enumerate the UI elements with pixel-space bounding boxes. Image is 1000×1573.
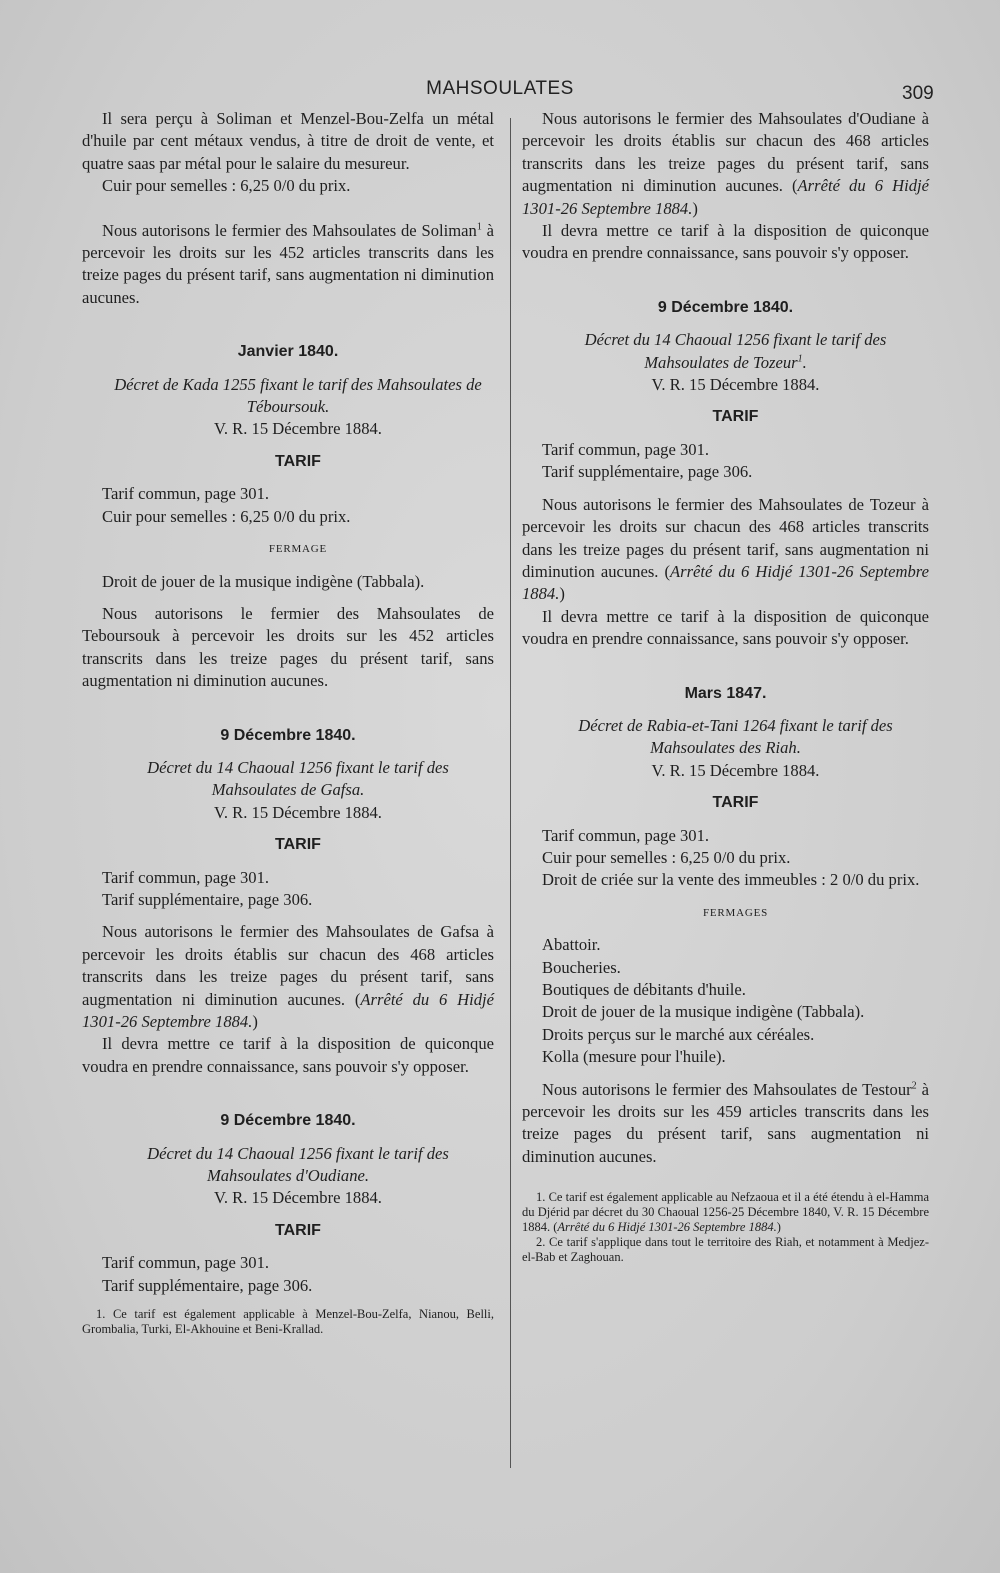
paragraph: Droit de criée sur la vente des immeubles : 2 0/0 du prix. bbox=[542, 870, 920, 890]
tarif-line: Tarif supplémentaire, page 306. bbox=[102, 889, 313, 909]
list-item: Droits perçus sur le marché aux céréales. bbox=[542, 1024, 815, 1044]
decree-reference: V. R. 15 Décembre 1884. bbox=[651, 375, 820, 395]
page-number: 309 bbox=[902, 83, 934, 104]
decree-reference: V. R. 15 Décembre 1884. bbox=[214, 802, 382, 822]
paragraph: Nous autorisons le fermier des Mahsoulates de Soliman$^1$ à percevoir les droits sur les 452 articles transcrits dans les treize pages du présent tarif, sans augmentation ni diminution aucunes. bbox=[82, 220, 495, 307]
tarif-line: Droit de jouer de la musique indigène (Tabbala). bbox=[102, 571, 425, 591]
footnote-ref: 2 bbox=[911, 1080, 917, 1092]
footnote: 2. Ce tarif s'applique dans tout le territoire des Riah, et notamment à Medjez-el-Bab et Zaghouan. bbox=[522, 1235, 929, 1265]
paragraph: Il devra mettre ce tarif à la disposition de quiconque voudra en prendre connaissance, sans pouvoir s'y opposer. bbox=[522, 606, 929, 649]
tarif-heading: TARIF bbox=[275, 836, 321, 854]
tarif-heading: TARIF bbox=[712, 794, 759, 812]
running-title: MAHSOULATES bbox=[426, 78, 574, 99]
decree-title: Décret du 14 Chaoual 1256 fixant le tarif des Mahsoulates de Gafsa. bbox=[147, 757, 449, 800]
tarif-heading: TARIF bbox=[275, 452, 321, 470]
decree-title: Décret du 14 Chaoual 1256 fixant le tarif des Mahsoulates d'Oudiane. bbox=[147, 1143, 449, 1186]
paragraph: Nous autorisons le fermier des Mahsoulates de Tozeur à percevoir les droits sur chacun des 468 articles transcrits dans les treize pages du présent tarif, sans augmentation ni diminution aucunes. (Arrêté du 6 Hidjé 1301-26 Septembre 1884.) bbox=[522, 494, 929, 604]
tarif-line: Tarif commun, page 301. bbox=[102, 1253, 270, 1273]
fermage-heading: FERMAGE bbox=[268, 543, 328, 556]
left-column bbox=[82, 108, 494, 1337]
decree-title: Décret de Kada 1255 fixant le tarif des Mahsoulates de Téboursouk. bbox=[114, 374, 482, 417]
tarif-line: Cuir pour semelles : 6,25 0/0 du prix. bbox=[102, 506, 351, 526]
tarif-line: Tarif commun, page 301. bbox=[542, 825, 710, 845]
footnotes bbox=[82, 1307, 494, 1337]
list-item: Kolla (mesure pour l'huile). bbox=[542, 1047, 726, 1067]
footnote-ref: 1 bbox=[476, 221, 482, 233]
paragraph: Nous autorisons le fermier des Mahsoulates de Gafsa à percevoir les droits établis sur chacun des 468 articles transcrits dans les treize pages du présent tarif, sans augmentation ni diminution aucunes. (Arrêté du 6 Hidjé 1301-26 Septembre 1884.) bbox=[82, 922, 494, 1031]
decree-title: Décret du 14 Chaoual 1256 fixant le tarif des Mahsoulates de Tozeur$^1$. bbox=[584, 330, 887, 372]
decree-reference: V. R. 15 Décembre 1884. bbox=[214, 419, 382, 439]
list-item: Boucheries. bbox=[542, 957, 621, 977]
paragraph: Cuir pour semelles : 6,25 0/0 du prix. bbox=[102, 176, 351, 196]
tarif-line: Tarif commun, page 301. bbox=[102, 484, 270, 504]
decree-reference: V. R. 15 Décembre 1884. bbox=[214, 1188, 382, 1208]
fermages-heading: FERMAGES bbox=[702, 906, 769, 919]
footnotes bbox=[522, 1190, 929, 1265]
paragraph: Nous autorisons le fermier des Mahsoulates d'Oudiane à percevoir les droits établis sur chacun des 468 articles transcrits dans les treize pages du présent tarif, sans augmentation ni diminution aucunes. (Arrêté du 6 Hidjé 1301-26 Septembre 1884.) bbox=[522, 109, 929, 218]
decree-reference: V. R. 15 Décembre 1884. bbox=[651, 760, 820, 780]
tarif-line: Tarif supplémentaire, page 306. bbox=[542, 462, 753, 482]
tarif-heading: TARIF bbox=[275, 1221, 321, 1239]
footnote: 1. Ce tarif est également applicable au Nefzaoua et il a été étendu à el-Hamma du Djérid par décret du 30 Chaoual 1256-25 Décembre 1840, V. R. 15 Décembre 1884. (Arrêté du 6 Hidjé 1301-26 Septembre 1884.) bbox=[522, 1190, 929, 1235]
tarif-line: Tarif commun, page 301. bbox=[102, 867, 270, 887]
right-column bbox=[522, 108, 929, 1265]
list-item: Boutiques de débitants d'huile. bbox=[542, 980, 746, 999]
section-date: 9 Décembre 1840. bbox=[220, 726, 356, 744]
tarif-line: Tarif supplémentaire, page 306. bbox=[102, 1275, 313, 1295]
section-date: 9 Décembre 1840. bbox=[220, 1112, 356, 1130]
section-date: Mars 1847. bbox=[684, 684, 767, 702]
decree-title: Décret de Rabia-et-Tani 1264 fixant le tarif des Mahsoulates des Riah. bbox=[578, 715, 893, 758]
list-item: Droit de jouer de la musique indigène (Tabbala). bbox=[542, 1002, 865, 1022]
footnote-ref: 1 bbox=[797, 353, 803, 365]
paragraph: Il devra mettre ce tarif à la disposition de quiconque voudra en prendre connaissance, sans pouvoir s'y opposer. bbox=[522, 221, 929, 263]
tarif-heading: TARIF bbox=[712, 408, 759, 426]
paragraph: Il devra mettre ce tarif à la disposition de quiconque voudra en prendre connaissance, sans pouvoir s'y opposer. bbox=[82, 1034, 494, 1076]
section-date: 9 Décembre 1840. bbox=[657, 298, 794, 316]
paragraph: Nous autorisons le fermier des Mahsoulates de Testour$^2$ à percevoir les droits sur les 459 articles transcrits dans les treize pages du présent tarif, sans augmentation ni diminution aucunes. bbox=[522, 1079, 929, 1166]
section-date: Janvier 1840. bbox=[237, 343, 339, 361]
tarif-line: Tarif commun, page 301. bbox=[542, 439, 710, 459]
tarif-line: Cuir pour semelles : 6,25 0/0 du prix. bbox=[542, 847, 791, 867]
footnote: 1. Ce tarif est également applicable à Menzel-Bou-Zelfa, Nianou, Belli, Grombalia, Turki, El-Akhouine et Beni-Krallad. bbox=[82, 1307, 494, 1337]
paragraph: Nous autorisons le fermier des Mahsoulates de Teboursouk à percevoir les droits sur les 452 articles transcrits dans les treize pages du présent tarif, sans augmentation ni diminution aucunes. bbox=[82, 603, 494, 691]
list-item: Abattoir. bbox=[542, 935, 601, 955]
column-divider bbox=[510, 118, 511, 1468]
paragraph: Il sera perçu à Soliman et Menzel-Bou-Zelfa un métal d'huile par cent métaux vendus, à titre de droit de vente, et quatre saas par métal pour le salaire du mesureur. bbox=[82, 109, 494, 173]
